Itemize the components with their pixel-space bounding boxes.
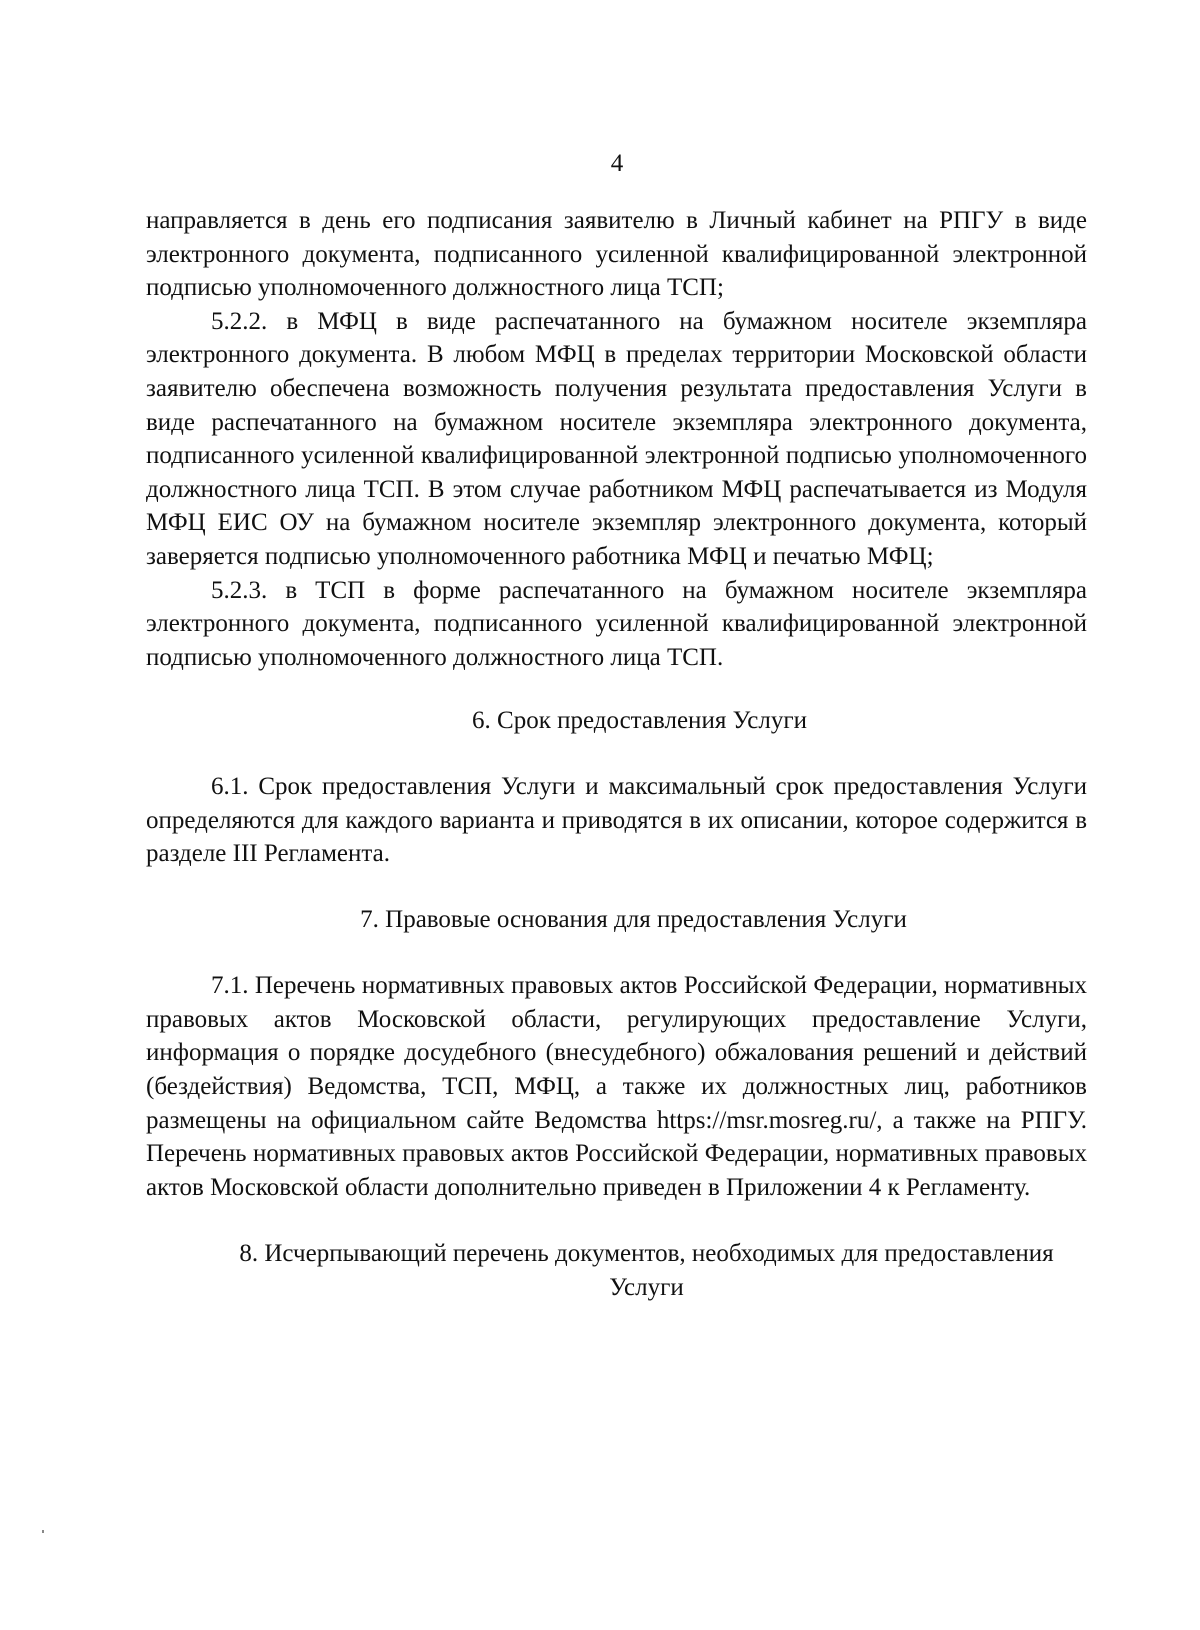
paragraph-5-2-3: 5.2.3. в ТСП в форме распечатанного на бумажном носителе экземпляра электронного документа, подписанного усиленной квалифицированной электронной подписью уполномоченного должностного лица ТСП. — [146, 576, 1087, 671]
paragraph-6-1: 6.1. Срок предоставления Услуги и максимальный срок предоставления Услуги определяются для каждого варианта и приводятся в их описании, которое содержится в разделе III Регламента. — [146, 772, 1087, 868]
page-number: 4 — [610, 150, 624, 177]
section-heading-8: 8. Исчерпывающий перечень документов, необходимых для предоставления Услуги — [239, 1240, 1054, 1302]
paragraph-7-1: 7.1. Перечень нормативных правовых актов Российской Федерации, нормативных правовых актов Московской области, регулирующих предоставление Услуги, информация о порядке досудебного (внесудебного) обжалования решений и действий (бездействия) Ведомства, ТСП, МФЦ, а также их должностных лиц, работников размещены на официальном сайте Ведомства https://msr.mosreg.ru/, а также на РПГУ. Перечень нормативных правовых актов Российской Федерации, нормативных правовых актов Московской области дополнительно приведен в Приложении 4 к Регламенту. — [146, 972, 1087, 1201]
section-heading-6: 6. Срок предоставления Услуги — [472, 707, 807, 735]
document-body — [146, 204, 1087, 1305]
paragraph-continuation: направляется в день его подписания заявителю в Личный кабинет на РПГУ в виде электронного документа, подписанного усиленной квалифицированной электронной подписью уполномоченного должностного лица ТСП; — [146, 207, 1087, 302]
section-heading-7: 7. Правовые основания для предоставления Услуги — [360, 905, 907, 933]
scan-artifact — [42, 1530, 44, 1533]
paragraph-5-2-2: 5.2.2. в МФЦ в виде распечатанного на бумажном носителе экземпляра электронного документа. В любом МФЦ в пределах территории Московской области заявителю обеспечена возможность получения результата предоставления Услуги в виде распечатанного на бумажном носителе экземпляра электронного документа, подписанного усиленной квалифицированной электронной подписью уполномоченного должностного лица ТСП. В этом случае работником МФЦ распечатывается из Модуля МФЦ ЕИС ОУ на бумажном носителе экземпляр электронного документа, который заверяется подписью уполномоченного работника МФЦ и печатью МФЦ; — [146, 307, 1087, 570]
